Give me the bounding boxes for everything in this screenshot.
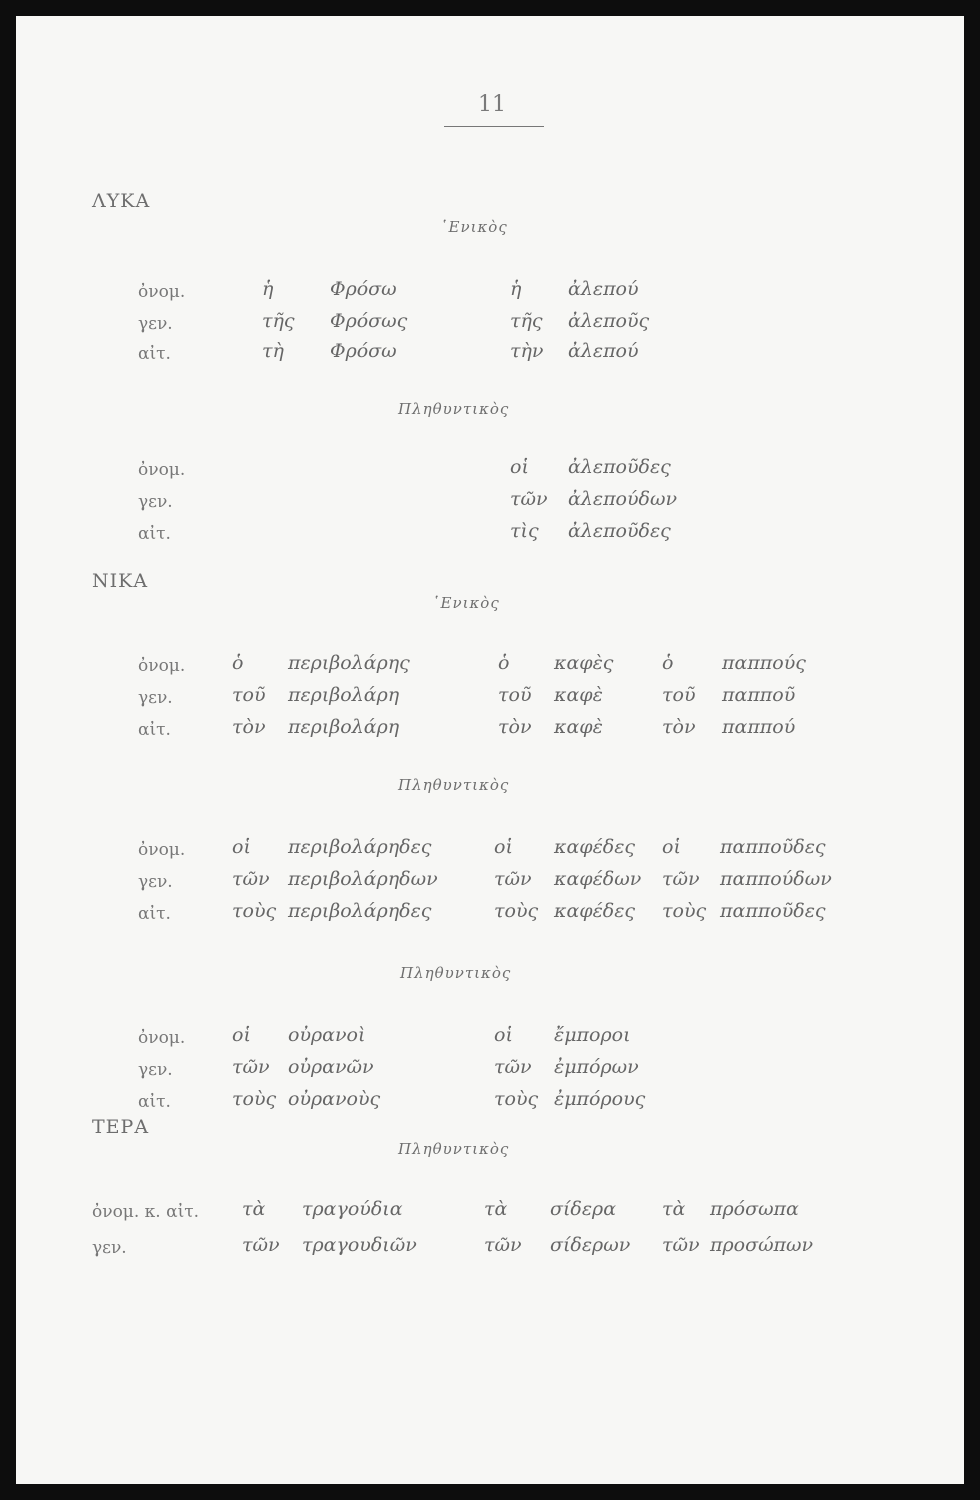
noun: παππούς xyxy=(722,652,806,674)
article: τὸν xyxy=(498,716,532,738)
article: τοὺς xyxy=(662,900,707,922)
row-label: ὀνομ. κ. αἰτ. xyxy=(92,1202,200,1222)
row-label: ὀνομ. xyxy=(138,460,186,480)
noun: παπποῦδες xyxy=(720,836,826,858)
noun: περιβολάρηδες xyxy=(288,900,432,922)
article: τῶν xyxy=(232,868,270,890)
noun: ἔμποροι xyxy=(554,1024,631,1046)
noun: Φρόσω xyxy=(330,340,397,362)
row-label: αἰτ. xyxy=(138,720,171,740)
noun: σίδερα xyxy=(550,1198,617,1220)
article: ἡ xyxy=(510,278,522,300)
noun: περιβολάρη xyxy=(288,716,400,738)
noun: οὐρανοὶ xyxy=(288,1024,366,1046)
noun: ἀλεπούδων xyxy=(568,488,678,510)
article: τῶν xyxy=(662,1234,700,1256)
row-label: γεν. xyxy=(138,314,173,334)
noun: καφέδες xyxy=(554,900,636,922)
noun: οὐρανῶν xyxy=(288,1056,374,1078)
row-label: γεν. xyxy=(92,1238,127,1258)
row-label: γεν. xyxy=(138,688,173,708)
article: τῶν xyxy=(662,868,700,890)
row-label: ὀνομ. xyxy=(138,840,186,860)
noun: Φρόσως xyxy=(330,310,408,332)
article: τῶν xyxy=(510,488,548,510)
block-heading: Πληθυντικὸς xyxy=(398,1140,510,1158)
row-label: αἰτ. xyxy=(138,524,171,544)
article: τῆς xyxy=(262,310,295,332)
noun: ἀλεπού xyxy=(568,340,639,362)
article: τῶν xyxy=(484,1234,522,1256)
noun: καφὲς xyxy=(554,652,614,674)
article: τὴ xyxy=(262,340,284,362)
row-label: αἰτ. xyxy=(138,904,171,924)
article: οἱ xyxy=(510,456,529,478)
article: τὰ xyxy=(484,1198,508,1220)
article: τῶν xyxy=(494,868,532,890)
article: τοῦ xyxy=(662,684,696,706)
noun: ἐμπόρους xyxy=(554,1088,646,1110)
block-heading: Πληθυντικὸς xyxy=(398,776,510,794)
block-heading: ῾Ενικὸς xyxy=(432,594,500,612)
noun: περιβολάρη xyxy=(288,684,400,706)
article: οἱ xyxy=(662,836,681,858)
article: ὁ xyxy=(498,652,510,674)
noun: περιβολάρης xyxy=(288,652,410,674)
noun: ἐμπόρων xyxy=(554,1056,639,1078)
noun: παππούδων xyxy=(720,868,832,890)
article: τῶν xyxy=(232,1056,270,1078)
noun: τραγουδιῶν xyxy=(302,1234,417,1256)
block-heading: ῾Ενικὸς xyxy=(440,218,508,236)
noun: καφὲ xyxy=(554,684,603,706)
article: τοῦ xyxy=(232,684,266,706)
article: τὸν xyxy=(232,716,266,738)
page xyxy=(16,16,964,1484)
section-title: ΝΙΚΑ xyxy=(92,570,149,592)
noun: ἀλεπού xyxy=(568,278,639,300)
row-label: γεν. xyxy=(138,492,173,512)
noun: ἀλεποῦς xyxy=(568,310,650,332)
row-label: ὀνομ. xyxy=(138,282,186,302)
article: οἱ xyxy=(494,1024,513,1046)
page-number-rule xyxy=(444,126,544,127)
article: τὶς xyxy=(510,520,539,542)
noun: καφέδες xyxy=(554,836,636,858)
article: οἱ xyxy=(232,836,251,858)
article: τοὺς xyxy=(232,1088,277,1110)
noun: ἀλεποῦδες xyxy=(568,456,671,478)
noun: ἀλεποῦδες xyxy=(568,520,671,542)
article: οἱ xyxy=(494,836,513,858)
row-label: γεν. xyxy=(138,1060,173,1080)
block-heading: Πληθυντικὸς xyxy=(400,964,512,982)
article: οἱ xyxy=(232,1024,251,1046)
noun: περιβολάρηδων xyxy=(288,868,438,890)
noun: σίδερων xyxy=(550,1234,631,1256)
article: τοὺς xyxy=(232,900,277,922)
section-title: ΛΥΚΑ xyxy=(92,190,151,212)
article: τὰ xyxy=(242,1198,266,1220)
noun: περιβολάρηδες xyxy=(288,836,432,858)
noun: καφέδων xyxy=(554,868,642,890)
article: τοὺς xyxy=(494,900,539,922)
article: τῆς xyxy=(510,310,543,332)
noun: οὐρανοὺς xyxy=(288,1088,381,1110)
article: τὸν xyxy=(662,716,696,738)
article: τῶν xyxy=(242,1234,280,1256)
row-label: ὀνομ. xyxy=(138,656,186,676)
section-title: ΤΕΡΑ xyxy=(92,1116,150,1138)
article: τοὺς xyxy=(494,1088,539,1110)
row-label: γεν. xyxy=(138,872,173,892)
article: τῶν xyxy=(494,1056,532,1078)
noun: Φρόσω xyxy=(330,278,397,300)
row-label: αἰτ. xyxy=(138,1092,171,1112)
article: τὰ xyxy=(662,1198,686,1220)
article: τοῦ xyxy=(498,684,532,706)
noun: παπποῦδες xyxy=(720,900,826,922)
noun: καφὲ xyxy=(554,716,603,738)
article: ὁ xyxy=(662,652,674,674)
article: ὁ xyxy=(232,652,244,674)
noun: πρόσωπα xyxy=(710,1198,799,1220)
noun: προσώπων xyxy=(710,1234,814,1256)
article: ἡ xyxy=(262,278,274,300)
noun: τραγούδια xyxy=(302,1198,403,1220)
article: τὴν xyxy=(510,340,544,362)
noun: παπποῦ xyxy=(722,684,796,706)
row-label: ὀνομ. xyxy=(138,1028,186,1048)
row-label: αἰτ. xyxy=(138,344,171,364)
page-number: 11 xyxy=(478,92,506,117)
noun: παππού xyxy=(722,716,796,738)
block-heading: Πληθυντικὸς xyxy=(398,400,510,418)
